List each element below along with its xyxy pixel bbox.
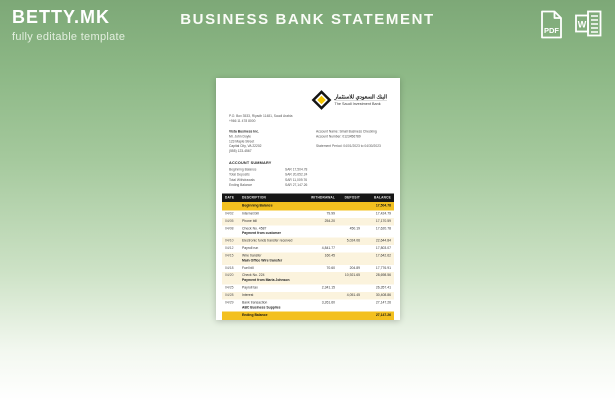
transaction-description-cell: Check No. 224 Payment from Maria Johnson [242, 273, 290, 283]
bank-logo-row [216, 78, 400, 111]
brand-block [12, 7, 125, 43]
transaction-balance-cell: 17,620.78 [375, 226, 391, 231]
svg-text:W: W [577, 19, 587, 30]
sender-address-block [216, 111, 400, 124]
bank-logo [311, 89, 387, 111]
transaction-deposit-cell [338, 285, 363, 292]
transaction-deposit-cell: 4,051.45 [346, 293, 360, 297]
column-header-deposit: DEPOSIT [338, 194, 363, 203]
transaction-balance-cell: 22,644.84 [375, 239, 391, 243]
recipient-line: Capital City, VA 22202 [229, 144, 262, 149]
summary-label: Ending Balance [229, 183, 253, 187]
empty-date-cell [222, 202, 239, 210]
column-header-balance: BALANCE [363, 194, 394, 203]
balance-label-cell: Beginning Balance [242, 204, 273, 208]
transaction-deposit-cell: 10,921.65 [344, 273, 360, 278]
transaction-deposit-cell [338, 218, 363, 225]
account-lines [316, 129, 387, 139]
empty-date-cell [222, 312, 239, 320]
recipient-line: (555) 123-4567 [229, 149, 252, 154]
transaction-description-cell: Check No. 4587 Payment from customer [242, 226, 281, 236]
transaction-row [222, 265, 394, 272]
transaction-description-cell: Fuel bill [242, 266, 254, 270]
bank-names [335, 94, 387, 106]
transaction-description-cell: Wire transfer Main Office Wire transfer [242, 253, 283, 263]
ending-balance-row [222, 312, 394, 320]
transaction-description-cell: Electronic funds transfer received [242, 239, 293, 243]
transaction-date-cell: 04/12 [225, 246, 234, 251]
transaction-row [222, 272, 394, 284]
transaction-balance-cell: 30,408.86 [375, 293, 391, 297]
download-icons [538, 9, 603, 40]
bank-statement-document[interactable] [216, 78, 400, 320]
summary-value: SAR 17,504.78 [285, 168, 308, 172]
empty-cell [307, 312, 338, 320]
transaction-deposit-cell: 5,024.06 [346, 239, 360, 243]
recipient-line: Vista Business Inc. [229, 129, 259, 134]
address-columns [216, 124, 400, 154]
transaction-withdrawal-cell: 2,341.15 [321, 286, 335, 290]
transaction-withdrawal-cell: 254.20 [324, 219, 335, 223]
transaction-balance-cell: 17,642.62 [375, 253, 391, 258]
transaction-description-cell: Interest [242, 293, 254, 297]
transaction-date-cell: 04/10 [225, 239, 234, 243]
svg-text:PDF: PDF [544, 26, 559, 35]
brand-logo[interactable]: BETTY.MK [12, 7, 110, 27]
transactions-table [222, 194, 394, 321]
transaction-withdrawal-cell [307, 225, 338, 237]
recipient-address-block [229, 129, 262, 154]
transaction-date-cell: 04/29 [225, 300, 234, 305]
column-header-date: DATE [222, 194, 239, 203]
summary-label: Beginning Balance [229, 168, 257, 172]
sender-line: +966 11 478 8000 [229, 119, 256, 123]
recipient-line: Mr. John Doyle [229, 134, 251, 139]
word-file-icon[interactable] [574, 9, 603, 40]
transaction-row [222, 210, 394, 217]
transaction-description-cell: Phone bill [242, 219, 257, 223]
recipient-line: 123 Maple Street [229, 139, 255, 144]
pdf-file-icon[interactable] [538, 9, 565, 40]
transaction-date-cell: 04/02 [225, 211, 234, 216]
transaction-balance-cell: 28,698.56 [375, 273, 391, 278]
transaction-row [222, 218, 394, 225]
column-header-description: DESCRIPTION [239, 194, 307, 203]
transaction-date-cell: 04/20 [225, 273, 234, 278]
bank-name-arabic: البنك السعودي للاستثمار [334, 93, 387, 100]
transaction-description-cell: Payroll run [242, 246, 259, 251]
beginning-balance-row [222, 202, 394, 210]
summary-value: SAR 11,009.76 [285, 178, 308, 182]
transaction-deposit-cell: 450.19 [349, 226, 360, 231]
transaction-row [222, 299, 394, 311]
statement-page [216, 78, 400, 320]
transaction-row [222, 225, 394, 237]
summary-value: SAR 20,652.24 [285, 173, 308, 177]
transaction-balance-cell: 17,424.79 [375, 211, 391, 216]
balance-value-cell: 17,504.78 [375, 204, 391, 208]
column-header-withdrawal: WITHDRAWAL [307, 194, 338, 203]
transaction-withdrawal-cell: 4,841.77 [321, 246, 335, 251]
transaction-deposit-cell: 204.89 [349, 266, 360, 270]
summary-label: Total Deposits [229, 173, 250, 177]
transaction-withdrawal-cell: 160.45 [324, 253, 335, 258]
transaction-description-cell: Payroll tax [242, 286, 258, 290]
transaction-balance-cell: 17,170.59 [375, 219, 391, 223]
transaction-withdrawal-cell: 70.60 [326, 266, 335, 270]
account-summary-rows [229, 168, 387, 188]
transaction-withdrawal-cell [307, 238, 338, 245]
transaction-row [222, 252, 394, 264]
empty-cell [338, 312, 363, 320]
transaction-deposit-cell [338, 210, 363, 217]
balance-value-cell: 27,147.26 [375, 313, 391, 318]
account-summary [216, 154, 400, 188]
account-line: Account Name: Small Business Checking [316, 129, 377, 134]
transaction-withdrawal-cell: 3,261.60 [321, 300, 335, 305]
transaction-date-cell: 04/25 [225, 286, 234, 290]
sender-line: P.O. Box 3533, Riyadh 11481, Saudi Arabia [229, 114, 293, 118]
bank-name-english: The Saudi Investment Bank [335, 100, 387, 106]
account-summary-heading: ACCOUNT SUMMARY [229, 160, 272, 166]
transaction-row [222, 292, 394, 299]
transaction-date-cell: 04/15 [225, 253, 234, 258]
summary-value: SAR 27,147.26 [285, 183, 308, 187]
page-title: BUSINESS BANK STATEMENT [180, 11, 435, 28]
empty-cell [307, 202, 338, 210]
transaction-description-cell: Internet bill [242, 211, 259, 216]
empty-cell [338, 202, 363, 210]
transaction-deposit-cell [338, 252, 363, 264]
summary-label: Total Withdrawals [229, 178, 255, 182]
transaction-row [222, 245, 394, 252]
transaction-date-cell: 04/18 [225, 266, 234, 270]
transaction-date-cell: 04/08 [225, 226, 234, 231]
summary-row [229, 183, 387, 188]
transactions-table-wrap [222, 194, 394, 321]
transaction-balance-cell: 26,357.41 [375, 286, 391, 290]
bank-diamond-icon [312, 90, 332, 110]
transaction-date-cell: 04/05 [225, 219, 234, 223]
statement-period: Statement Period: 04/01/2023 to 04/30/2023 [316, 144, 381, 149]
transaction-date-cell: 04/28 [225, 293, 234, 297]
transaction-description-cell: Bank transaction ABC Business Supplies [242, 300, 281, 310]
table-header-row [222, 194, 394, 203]
transaction-row [222, 238, 394, 245]
transaction-row [222, 285, 394, 292]
account-info-block [316, 129, 387, 154]
brand-tagline: fully editable template [12, 31, 126, 43]
transaction-deposit-cell [338, 245, 363, 252]
transaction-balance-cell: 27,147.26 [375, 300, 391, 305]
transaction-balance-cell: 17,803.07 [375, 246, 391, 251]
transaction-deposit-cell [338, 299, 363, 311]
transaction-balance-cell: 17,776.91 [375, 266, 391, 270]
transaction-withdrawal-cell: 79.99 [326, 211, 335, 216]
account-line: Account Number: 0123456789 [316, 135, 361, 139]
balance-label-cell: Ending Balance [242, 313, 268, 318]
transaction-withdrawal-cell [307, 292, 338, 299]
transaction-withdrawal-cell [307, 272, 338, 284]
